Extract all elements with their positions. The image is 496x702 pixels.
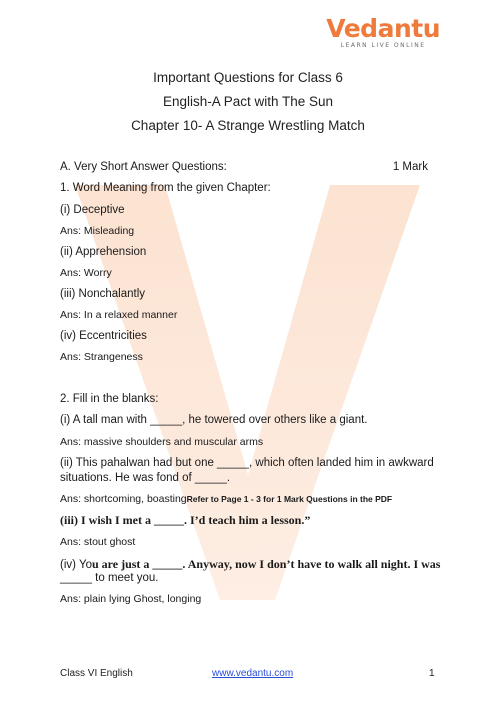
- word-answer: Ans: Misleading: [60, 225, 135, 237]
- doc-subject: English-A Pact with The Sun: [162, 94, 334, 109]
- footer-class-label: Class VI English: [60, 668, 133, 679]
- fill-question-cont: situations. He was fond of _____.: [60, 472, 231, 484]
- fill-answer: Ans: stout ghost: [60, 536, 136, 548]
- footer-website-link[interactable]: www.vedantu.com: [212, 668, 294, 679]
- fill-question: (i) A tall man with _____, he towered over others like a giant.: [60, 414, 368, 426]
- fill-question-cont: _____ to meet you.: [60, 572, 159, 584]
- logo-wordmark: Vedantu: [326, 14, 440, 43]
- section-a-marks: 1 Mark: [392, 161, 428, 173]
- word-item: (iii) Nonchalantly: [60, 288, 146, 300]
- word-answer: Ans: Worry: [60, 267, 112, 279]
- doc-chapter: Chapter 10- A Strange Wrestling Match: [131, 118, 365, 133]
- word-item: (iv) Eccentricities: [60, 330, 147, 342]
- q2-title: 2. Fill in the blanks:: [60, 393, 159, 405]
- fill-answer-text: Ans: shortcoming, boasting: [60, 493, 187, 505]
- word-item: (ii) Apprehension: [60, 246, 147, 258]
- word-item: (i) Deceptive: [60, 204, 125, 216]
- word-answer: Ans: In a relaxed manner: [60, 309, 178, 321]
- fill-question: (iii) I wish I met a _____. I’d teach him a lesson.”: [60, 513, 311, 527]
- vedantu-logo: [326, 16, 440, 50]
- q1-title: 1. Word Meaning from the given Chapter:: [60, 182, 271, 194]
- fill-question-prefix: (iv) Yo: [60, 559, 92, 571]
- doc-title: Important Questions for Class 6: [153, 70, 343, 85]
- reference-note: Refer to Page 1 - 3 for 1 Mark Questions in the PDF: [186, 494, 393, 504]
- fill-answer: [60, 493, 392, 505]
- fill-question: [60, 557, 440, 572]
- section-a-title: A. Very Short Answer Questions:: [60, 161, 227, 173]
- fill-question-text: u are just a _____. Anyway, now I don’t have to walk all night. I was: [91, 557, 441, 571]
- word-answer: Ans: Strangeness: [60, 351, 143, 363]
- fill-question: (ii) This pahalwan had but one _____, which often landed him in awkward: [60, 457, 434, 469]
- footer-page-number: 1: [429, 668, 435, 679]
- fill-answer: Ans: massive shoulders and muscular arms: [60, 436, 264, 448]
- fill-answer: Ans: plain lying Ghost, longing: [60, 593, 202, 605]
- logo-tagline: LEARN LIVE ONLINE: [340, 42, 426, 49]
